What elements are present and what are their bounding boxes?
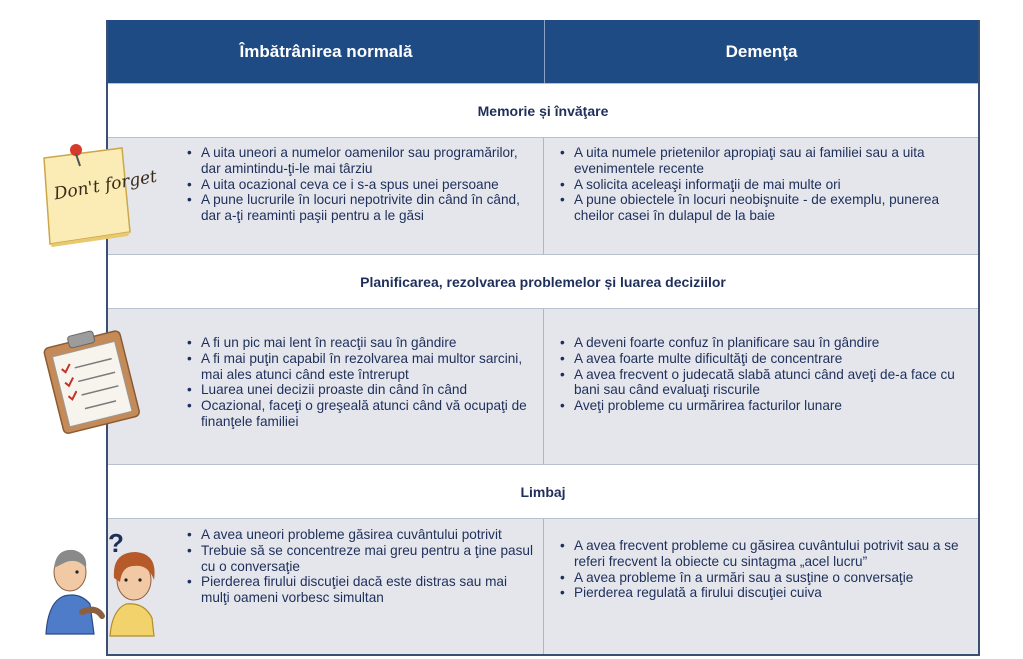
list-item: • A fi un pic mai lent în reacţii sau în gândire bbox=[183, 335, 535, 351]
bullet-list bbox=[556, 538, 970, 601]
list-item: • A avea uneori probleme găsirea cuvântului potrivit bbox=[183, 527, 535, 543]
list-item: • A uita uneori a numelor oamenilor sau programărilor, dar amintindu-ţi-le mai târziu bbox=[183, 145, 535, 177]
list-item: • Ocazional, faceţi o greşeală atunci când vă ocupaţi de finanţele familiei bbox=[183, 398, 535, 430]
cell-normal bbox=[108, 519, 544, 654]
list-item: • A uita numele prietenilor apropiaţi sau ai familiei sau a uita evenimentele recente bbox=[556, 145, 970, 177]
list-item: • A fi mai puţin capabil în rezolvarea mai multor sarcini, mai ales atunci când este întrerupt bbox=[183, 351, 535, 383]
list-item: • A deveni foarte confuz în planificare sau în gândire bbox=[556, 335, 970, 351]
cell-dementia bbox=[544, 138, 978, 254]
bullet-list bbox=[556, 145, 970, 224]
list-item: • A avea frecvent probleme cu găsirea cuvântului potrivit sau a se referi frecvent la obiecte cu sintagma „acel lucru” bbox=[556, 538, 970, 570]
bullet-list bbox=[556, 335, 970, 414]
cell-normal bbox=[108, 309, 544, 464]
conversation-illustration bbox=[40, 522, 170, 638]
clipboard-illustration bbox=[40, 326, 144, 432]
table-header bbox=[108, 20, 978, 83]
list-item: • A solicita aceleaşi informaţii de mai multe ori bbox=[556, 177, 970, 193]
list-item: • A avea frecvent o judecată slabă atunci când aveţi de-a face cu bani sau când evaluaţi riscurile bbox=[556, 367, 970, 399]
cell-normal bbox=[108, 138, 544, 254]
list-item: • Aveţi probleme cu urmărirea facturilor lunare bbox=[556, 398, 970, 414]
cell-dementia bbox=[544, 519, 978, 654]
list-item: • Pierderea regulată a firului discuţiei cuiva bbox=[556, 585, 970, 601]
bullet-list bbox=[183, 527, 535, 606]
section-title-planning: Planificarea, rezolvarea problemelor și luarea deciziilor bbox=[108, 254, 978, 309]
table-row-language bbox=[108, 519, 978, 654]
list-item: • A pune obiectele în locuri neobişnuite - de exemplu, punerea cheilor casei în dulapul de la baie bbox=[556, 192, 970, 224]
table-row-memory bbox=[108, 138, 978, 254]
list-item: • A avea foarte multe dificultăţi de concentrare bbox=[556, 351, 970, 367]
section-title-memory: Memorie și învăţare bbox=[108, 83, 978, 138]
list-item: • Pierderea firului discuţiei dacă este distras sau mai mulţi oameni vorbesc simultan bbox=[183, 574, 535, 606]
note-text: Don't forget bbox=[52, 166, 159, 205]
header-normal-aging: Îmbătrânirea normală bbox=[108, 20, 545, 83]
list-item: • Trebuie să se concentreze mai greu pentru a ţine pasul cu o conversaţie bbox=[183, 543, 535, 575]
bullet-list bbox=[183, 335, 535, 430]
list-item: • Luarea unei decizii proaste din când în când bbox=[183, 382, 535, 398]
section-title-language: Limbaj bbox=[108, 464, 978, 519]
comparison-table bbox=[106, 20, 980, 656]
bullet-list bbox=[183, 145, 535, 224]
list-item: • A uita ocazional ceva ce i s-a spus unei persoane bbox=[183, 177, 535, 193]
table-row-planning bbox=[108, 309, 978, 464]
cell-dementia bbox=[544, 309, 978, 464]
list-item: • A avea probleme în a urmări sau a susţine o conversaţie bbox=[556, 570, 970, 586]
question-mark: ? bbox=[108, 528, 124, 558]
list-item: • A pune lucrurile în locuri nepotrivite din când în când, dar a-ţi reaminti paşii pentru a le găsi bbox=[183, 192, 535, 224]
header-dementia: Demenţa bbox=[725, 41, 798, 61]
sticky-note-illustration bbox=[36, 136, 159, 248]
